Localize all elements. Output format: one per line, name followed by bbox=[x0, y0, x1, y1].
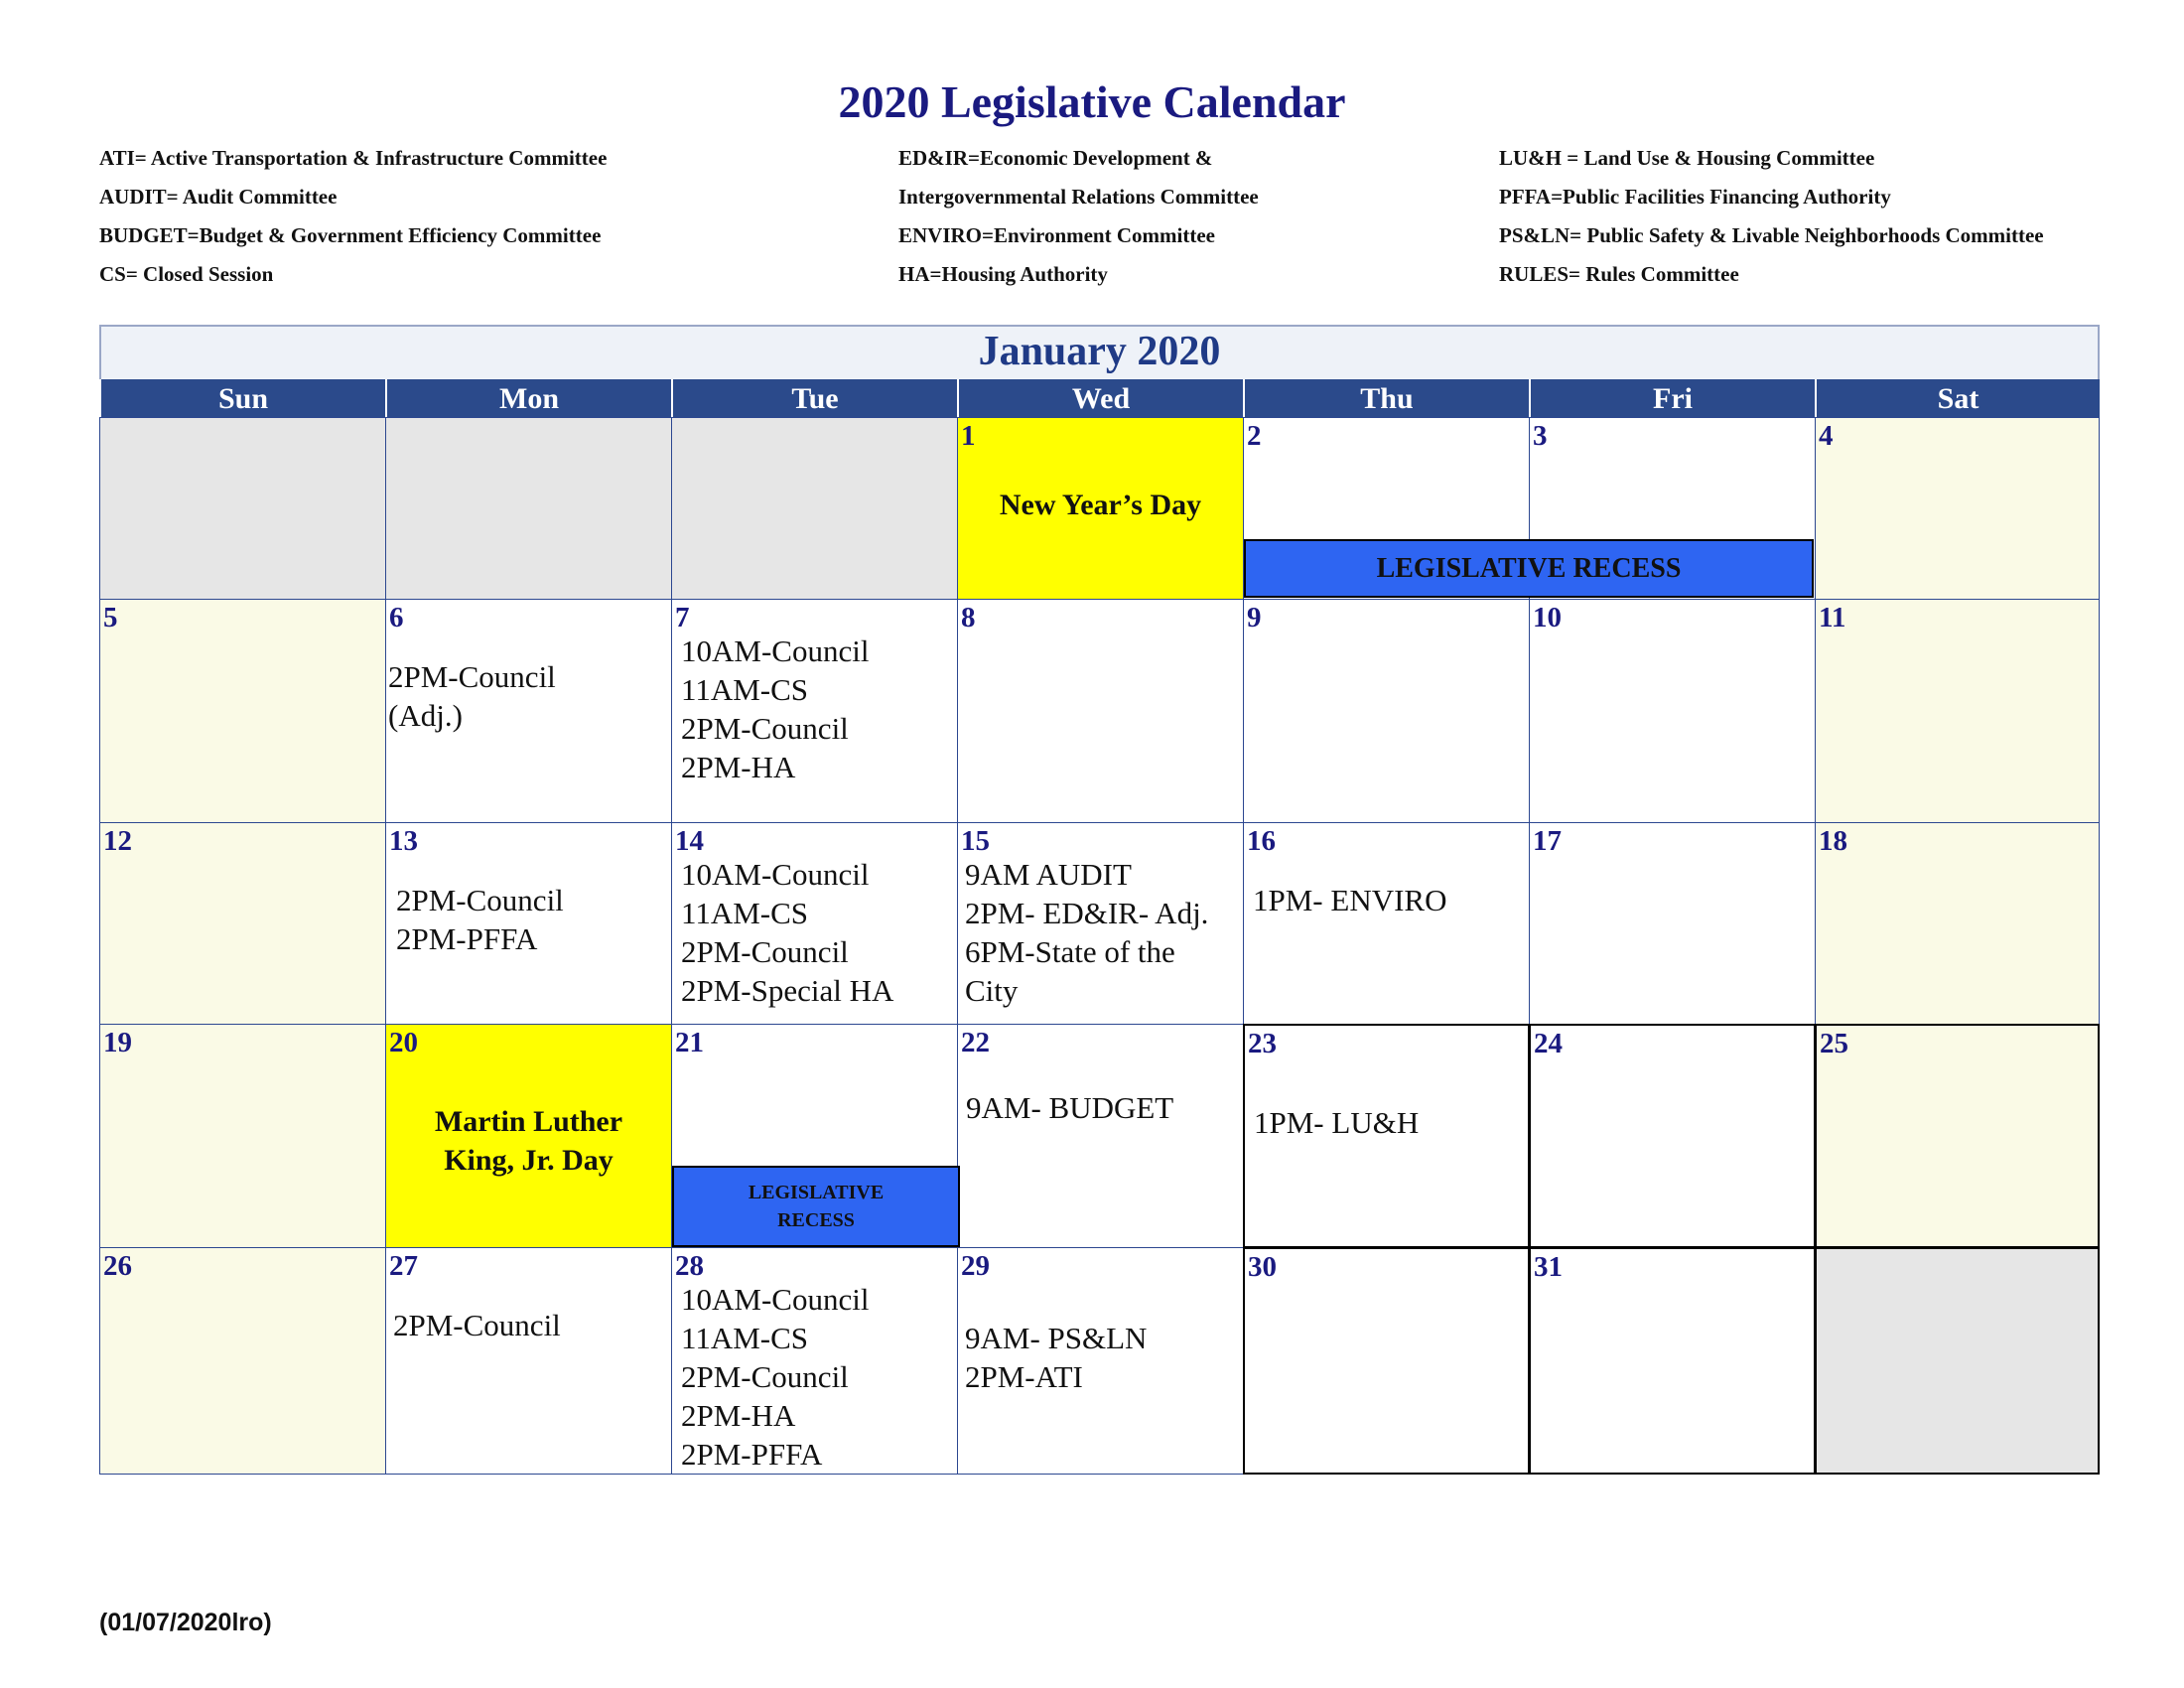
calendar bbox=[99, 325, 2100, 1475]
day-of-week-header bbox=[99, 379, 2100, 417]
dow-wed: Wed bbox=[957, 379, 1243, 417]
day-number: 15 bbox=[961, 825, 990, 857]
legend-psln: PS&LN= Public Safety & Livable Neighborhoods Committee bbox=[1499, 223, 2044, 247]
legend-ati: ATI= Active Transportation & Infrastructure Committee bbox=[99, 146, 608, 170]
day-number: 10 bbox=[1533, 602, 1562, 633]
legend-edir: ED&IR=Economic Development & bbox=[898, 146, 1213, 170]
day-cell-23[interactable] bbox=[1243, 1024, 1530, 1248]
event-list: 10AM-Council 11AM-CS 2PM-Council 2PM-Special HA bbox=[681, 857, 894, 1008]
day-number: 27 bbox=[389, 1250, 418, 1282]
legend-audit: AUDIT= Audit Committee bbox=[99, 185, 338, 209]
day-cell-25[interactable] bbox=[1815, 1024, 2100, 1248]
revision-footer: (01/07/2020lro) bbox=[99, 1609, 272, 1636]
legend-rules: RULES= Rules Committee bbox=[1499, 262, 1739, 286]
day-cell-24[interactable] bbox=[1529, 1024, 1816, 1248]
day-number: 31 bbox=[1534, 1251, 1563, 1283]
day-number: 9 bbox=[1247, 602, 1262, 633]
empty-cell bbox=[385, 417, 672, 600]
day-cell-5[interactable] bbox=[99, 599, 386, 823]
empty-cell bbox=[99, 417, 386, 600]
day-cell-9[interactable] bbox=[1243, 599, 1530, 823]
day-cell-7[interactable] bbox=[671, 599, 958, 823]
day-number: 7 bbox=[675, 602, 690, 633]
day-cell-16[interactable] bbox=[1243, 822, 1530, 1025]
legend-luh: LU&H = Land Use & Housing Committee bbox=[1499, 146, 1875, 170]
day-cell-28[interactable] bbox=[671, 1247, 958, 1475]
day-number: 5 bbox=[103, 602, 118, 633]
day-number: 4 bbox=[1819, 420, 1834, 452]
dow-sat: Sat bbox=[1815, 379, 2100, 417]
day-number: 24 bbox=[1534, 1028, 1563, 1059]
event-list: 1PM- ENVIRO bbox=[1253, 883, 1447, 917]
day-number: 26 bbox=[103, 1250, 132, 1282]
event-list: 9AM- PS&LN 2PM-ATI bbox=[965, 1321, 1148, 1394]
day-cell-4[interactable] bbox=[1815, 417, 2100, 600]
event-list: 9AM- BUDGET bbox=[966, 1090, 1174, 1125]
legend-ha: HA=Housing Authority bbox=[898, 262, 1108, 286]
dow-mon: Mon bbox=[385, 379, 671, 417]
day-cell-26[interactable] bbox=[99, 1247, 386, 1475]
day-number: 17 bbox=[1533, 825, 1562, 857]
day-number: 2 bbox=[1247, 420, 1262, 452]
day-cell-29[interactable] bbox=[957, 1247, 1244, 1475]
legislative-recess-bar: LEGISLATIVE RECESS bbox=[672, 1166, 960, 1247]
day-number: 28 bbox=[675, 1250, 704, 1282]
day-cell-11[interactable] bbox=[1815, 599, 2100, 823]
day-number: 12 bbox=[103, 825, 132, 857]
dow-thu: Thu bbox=[1243, 379, 1529, 417]
legend-column-2 bbox=[898, 139, 1259, 294]
day-number: 22 bbox=[961, 1027, 990, 1058]
day-number: 1 bbox=[961, 420, 976, 452]
day-number: 14 bbox=[675, 825, 704, 857]
day-number: 11 bbox=[1819, 602, 1846, 633]
event-list: 1PM- LU&H bbox=[1254, 1105, 1420, 1140]
day-number: 25 bbox=[1820, 1028, 1848, 1059]
day-cell-30[interactable] bbox=[1243, 1247, 1530, 1475]
day-cell-20[interactable] bbox=[385, 1024, 672, 1248]
event-list: 10AM-Council 11AM-CS 2PM-Council 2PM-HA 2PM-PFFA bbox=[681, 1282, 870, 1472]
legend-edir-cont: Intergovernmental Relations Committee bbox=[898, 185, 1259, 209]
day-cell-8[interactable] bbox=[957, 599, 1244, 823]
day-number: 29 bbox=[961, 1250, 990, 1282]
day-cell-10[interactable] bbox=[1529, 599, 1816, 823]
day-cell-12[interactable] bbox=[99, 822, 386, 1025]
day-number: 21 bbox=[675, 1027, 704, 1058]
day-number: 6 bbox=[389, 602, 404, 633]
empty-cell bbox=[671, 417, 958, 600]
day-number: 20 bbox=[389, 1027, 418, 1058]
day-number: 30 bbox=[1248, 1251, 1277, 1283]
day-cell-17[interactable] bbox=[1529, 822, 1816, 1025]
month-title: January 2020 bbox=[978, 329, 1221, 374]
day-number: 3 bbox=[1533, 420, 1548, 452]
dow-sun: Sun bbox=[99, 379, 385, 417]
day-number: 8 bbox=[961, 602, 976, 633]
day-number: 16 bbox=[1247, 825, 1276, 857]
event-list: 10AM-Council 11AM-CS 2PM-Council 2PM-HA bbox=[681, 633, 870, 784]
day-cell-27[interactable] bbox=[385, 1247, 672, 1475]
dow-fri: Fri bbox=[1529, 379, 1815, 417]
empty-cell bbox=[1815, 1247, 2100, 1475]
holiday-label: Martin Luther King, Jr. Day bbox=[434, 1105, 623, 1177]
legend-budget: BUDGET=Budget & Government Efficiency Committee bbox=[99, 223, 602, 247]
event-list: 2PM-Council 2PM-PFFA bbox=[396, 883, 564, 956]
legend-column-3 bbox=[1499, 139, 2044, 294]
legend-pffa: PFFA=Public Facilities Financing Authority bbox=[1499, 185, 1891, 209]
legislative-recess-bar: LEGISLATIVE RECESS bbox=[1244, 539, 1814, 598]
day-number: 23 bbox=[1248, 1028, 1277, 1059]
legend-cs: CS= Closed Session bbox=[99, 262, 274, 286]
day-number: 13 bbox=[389, 825, 418, 857]
event-list: 2PM-Council (Adj.) bbox=[388, 659, 556, 733]
day-cell-15[interactable] bbox=[957, 822, 1244, 1025]
dow-tue: Tue bbox=[671, 379, 957, 417]
day-cell-1[interactable] bbox=[957, 417, 1244, 600]
day-number: 18 bbox=[1819, 825, 1847, 857]
day-cell-18[interactable] bbox=[1815, 822, 2100, 1025]
day-cell-13[interactable] bbox=[385, 822, 672, 1025]
event-list: 9AM AUDIT 2PM- ED&IR- Adj. 6PM-State of the City bbox=[965, 857, 1209, 1008]
day-cell-14[interactable] bbox=[671, 822, 958, 1025]
day-cell-22[interactable] bbox=[957, 1024, 1244, 1248]
day-cell-31[interactable] bbox=[1529, 1247, 1816, 1475]
day-cell-19[interactable] bbox=[99, 1024, 386, 1248]
day-cell-6[interactable] bbox=[385, 599, 672, 823]
legend-column-1 bbox=[99, 139, 607, 294]
day-number: 19 bbox=[103, 1027, 132, 1058]
event-list: 2PM-Council bbox=[393, 1308, 561, 1342]
holiday-label: New Year’s Day bbox=[999, 489, 1202, 521]
legend-enviro: ENVIRO=Environment Committee bbox=[898, 223, 1215, 247]
page-title: 2020 Legislative Calendar bbox=[838, 76, 1346, 127]
